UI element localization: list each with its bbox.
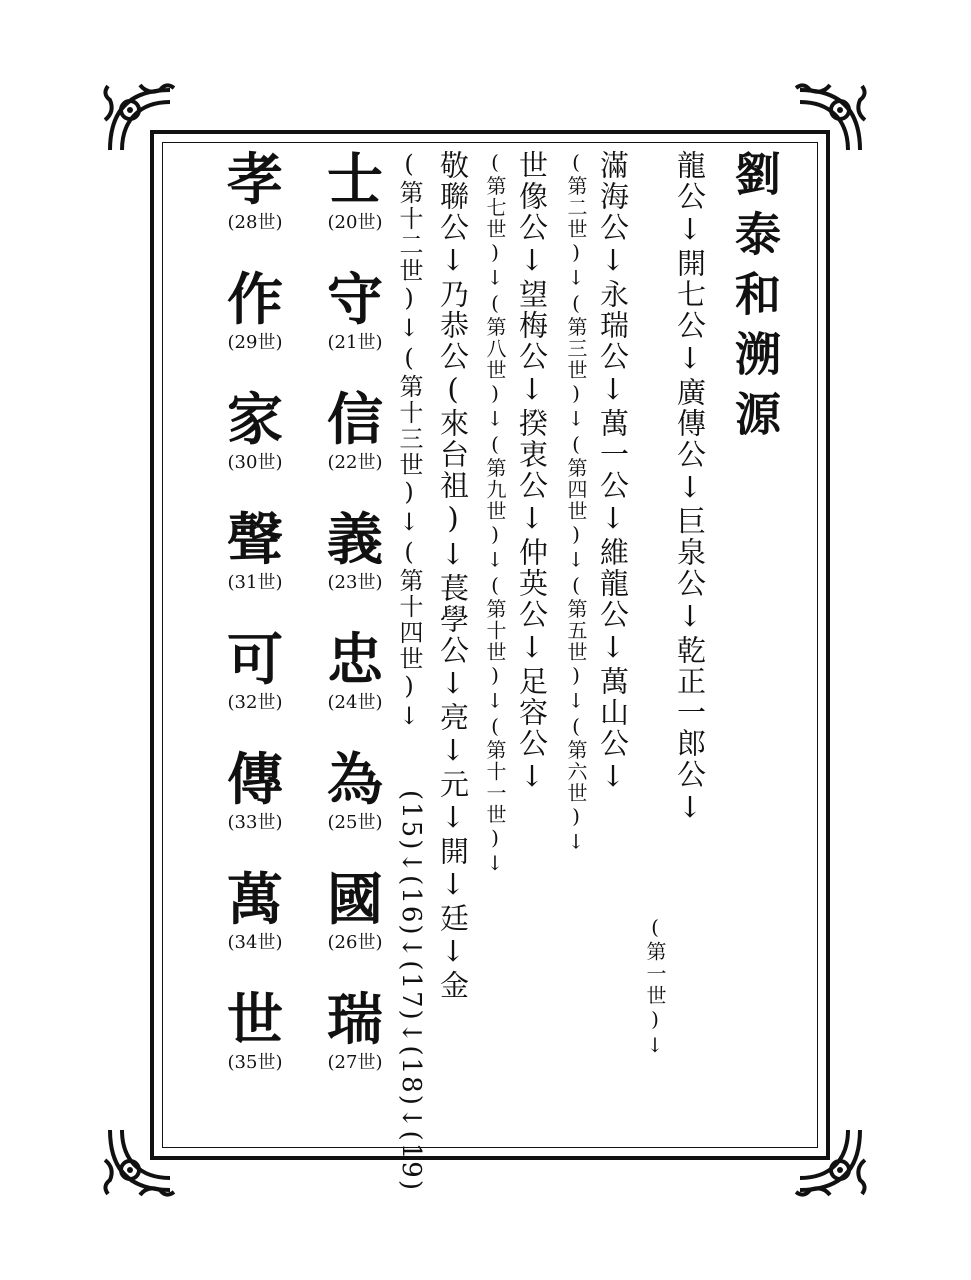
generation-entry (310, 627, 400, 714)
generation-character: 聲 (227, 507, 283, 573)
generation-character: 士 (327, 147, 383, 213)
lineage-column-4: 敬聯公↓乃恭公(來台祖)↓萇學公↓亮↓元↓開↓廷↓金 (436, 150, 470, 1001)
generation-entry (210, 267, 300, 354)
corner-ornament-icon (790, 1120, 870, 1200)
generation-character: 義 (327, 507, 383, 573)
generation-character: 為 (327, 747, 383, 813)
generation-entry (310, 747, 400, 834)
generation-label: (22世) (327, 452, 383, 473)
lineage-column-3: 世像公↓望梅公↓揆衷公↓仲英公↓足容公↓ (515, 150, 549, 795)
lineage-column-3-notes: (第七世)↓(第八世)↓(第九世)↓(第十世)↓(第十一世)↓ (483, 150, 507, 877)
generation-label: (27世) (327, 1052, 383, 1073)
generation-character: 傳 (227, 747, 283, 813)
corner-ornament-icon (790, 80, 870, 160)
lineage-column-5: (第十二世)↓(第十三世)↓(第十四世)↓ (395, 150, 423, 732)
generation-entry (210, 507, 300, 594)
generation-label: (29世) (227, 332, 283, 353)
generation-character: 信 (327, 387, 383, 453)
generation-character: 守 (327, 267, 383, 333)
generation-character: 瑞 (327, 987, 383, 1053)
lineage-column-2: 滿海公↓永瑞公↓萬一公↓維龍公↓萬山公↓ (596, 150, 630, 795)
generation-label: (33世) (227, 812, 283, 833)
generation-character: 世 (227, 987, 283, 1053)
generation-character: 作 (227, 267, 283, 333)
generation-label: (30世) (227, 452, 283, 473)
generation-label: (28世) (227, 212, 283, 233)
generation-label: (20世) (327, 212, 383, 233)
corner-ornament-icon (100, 1120, 180, 1200)
generation-entry (210, 987, 300, 1074)
page-title: 劉泰和溯源 (728, 150, 782, 450)
generation-label: (35世) (227, 1052, 283, 1073)
corner-ornament-icon (100, 80, 180, 160)
lineage-column-1-note: (第一世)↓ (643, 915, 667, 1059)
lineage-column-1: 龍公↓開七公↓廣傳公↓巨泉公↓乾正一郎公↓ (673, 150, 707, 826)
lineage-column-5b: (15)↓(16)↓(17)↓(18)↓(19) (396, 790, 426, 1192)
generation-entry (310, 387, 400, 474)
generation-character: 可 (227, 627, 283, 693)
generation-label: (26世) (327, 932, 383, 953)
generation-entry (310, 267, 400, 354)
generation-entry (210, 867, 300, 954)
generation-entry (210, 747, 300, 834)
generation-label: (32世) (227, 692, 283, 713)
generation-label: (31世) (227, 572, 283, 593)
generation-character: 家 (227, 387, 283, 453)
generation-character: 孝 (227, 147, 283, 213)
generation-label: (23世) (327, 572, 383, 593)
generation-entry (210, 627, 300, 714)
lineage-column-2-notes: (第二世)↓(第三世)↓(第四世)↓(第五世)↓(第六世)↓ (564, 150, 588, 855)
generation-entry (310, 867, 400, 954)
generation-character: 國 (327, 867, 383, 933)
generation-character: 萬 (227, 867, 283, 933)
generation-label: (21世) (327, 332, 383, 353)
generation-entry (310, 987, 400, 1074)
generation-label: (25世) (327, 812, 383, 833)
generation-entry (210, 387, 300, 474)
generation-entry (310, 147, 400, 234)
generation-label: (34世) (227, 932, 283, 953)
generation-character: 忠 (327, 627, 383, 693)
generation-label: (24世) (327, 692, 383, 713)
generation-entry (310, 507, 400, 594)
generation-entry (210, 147, 300, 234)
